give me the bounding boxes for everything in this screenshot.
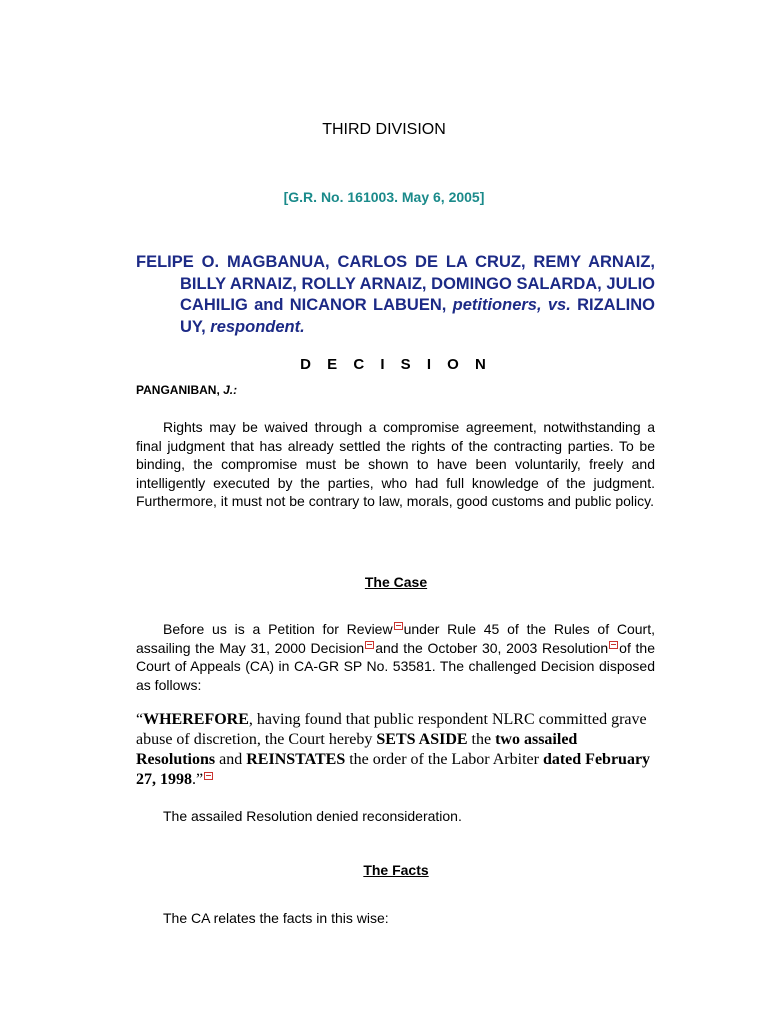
case-para-part3: and the October 30, 2003 Resolution bbox=[375, 639, 609, 656]
quote-text-4: the order of the Labor Arbiter bbox=[345, 751, 543, 768]
ponente bbox=[136, 383, 237, 397]
quote-text-3: and bbox=[215, 751, 247, 768]
quote-close-mark: .” bbox=[192, 771, 204, 788]
respondent-label: respondent. bbox=[210, 317, 305, 336]
quote-open-mark: “ bbox=[136, 711, 144, 728]
case-number: [G.R. No. 161003. May 6, 2005] bbox=[283, 189, 485, 205]
quote-text-1: , having found that public respondent NLRC committed grave abuse of discretion, the Court hereby bbox=[136, 711, 647, 748]
facts-heading: The Facts bbox=[363, 862, 429, 878]
petitioners-label: petitioners, vs. bbox=[452, 296, 571, 314]
quote-bold-5: dated February 27, 1998 bbox=[136, 751, 651, 788]
footnote-3-icon[interactable] bbox=[609, 641, 618, 649]
ponente-name: PANGANIBAN, bbox=[136, 383, 220, 397]
petitioners-names: FELIPE O. MAGBANUA, CARLOS DE LA CRUZ, REMY ARNAIZ, BILLY ARNAIZ, ROLLY ARNAIZ, DOMINGO SALARDA, JULIO CAHILIG and NICANOR LABUEN, bbox=[136, 253, 655, 314]
facts-paragraph: The CA relates the facts in this wise: bbox=[163, 910, 389, 926]
footnote-2-icon[interactable] bbox=[365, 641, 374, 649]
dispositive-quote bbox=[136, 710, 656, 790]
case-para-part4: of the Court of Appeals (CA) in CA-GR SP No. 53581. The challenged Decision disposed as follows: bbox=[136, 639, 656, 693]
footnote-1-icon[interactable] bbox=[394, 622, 403, 630]
quote-bold-2: SETS ASIDE bbox=[376, 731, 468, 748]
decision-title: D E C I S I O N bbox=[300, 356, 492, 373]
quote-bold-3: two assailed Resolutions bbox=[136, 731, 578, 768]
quote-text-2: the bbox=[467, 731, 496, 748]
quote-bold-4: REINSTATES bbox=[246, 751, 346, 768]
case-heading: The Case bbox=[364, 574, 428, 590]
case-parties bbox=[136, 252, 655, 338]
footnote-4-icon[interactable] bbox=[204, 772, 213, 780]
ponente-title: J.: bbox=[223, 383, 238, 397]
intro-paragraph: Rights may be waived through a compromise agreement, notwithstanding a final judgment that has already settled the rights of the contracting parties. To be binding, the compromise must be shown to have been voluntarily, freely and intelligently executed by the parties, who had full knowledge of the judgment. Furthermore, it must not be contrary to law, morals, good customs and public policy. bbox=[136, 419, 655, 509]
quote-bold-1: WHEREFORE bbox=[143, 711, 249, 728]
case-paragraph bbox=[136, 620, 655, 694]
respondent-name: RIZALINO UY, bbox=[180, 296, 656, 336]
case-para-part1: Before us is a Petition for Review bbox=[163, 621, 393, 637]
case-para-part2: under Rule 45 of the Rules of Court, assailing the May 31, 2000 Decision bbox=[136, 621, 655, 656]
resolution-paragraph: The assailed Resolution denied reconsideration. bbox=[163, 808, 462, 824]
division-heading: THIRD DIVISION bbox=[322, 121, 446, 138]
